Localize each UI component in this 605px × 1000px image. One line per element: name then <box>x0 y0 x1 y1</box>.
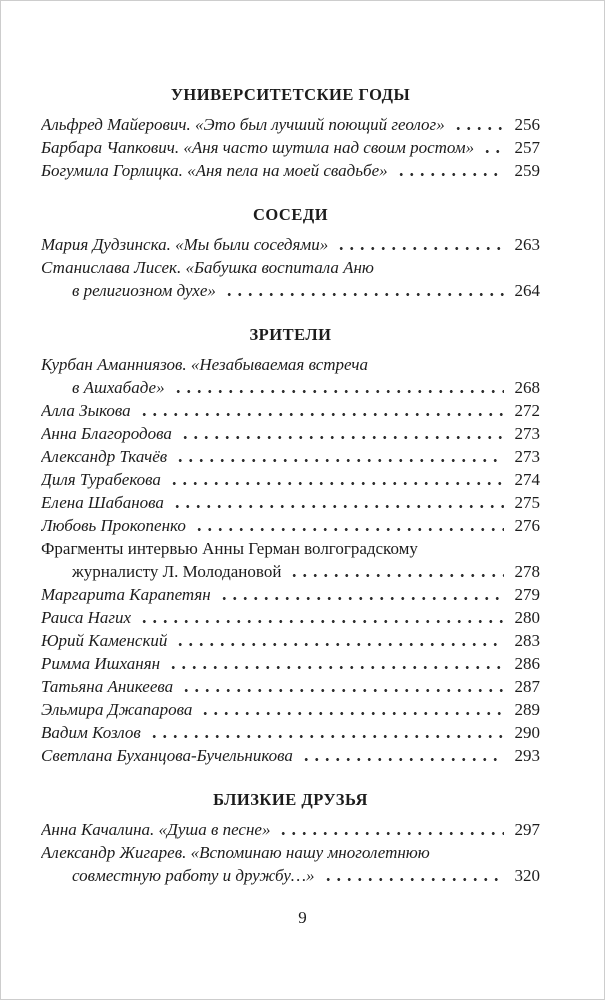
toc-entry-line <box>41 841 540 864</box>
entry-text: Эльмира Джапарова <box>41 700 193 719</box>
dot-leader <box>199 712 504 715</box>
toc-entry-line <box>41 583 540 606</box>
entry-page-number: 297 <box>514 820 540 839</box>
entry-text: Диля Турабекова <box>41 470 161 489</box>
toc-entry-line <box>41 560 540 583</box>
dot-leader <box>193 528 504 531</box>
entry-page-number: 256 <box>514 115 540 134</box>
entry-page-number: 290 <box>514 723 540 742</box>
toc-entry <box>41 841 540 887</box>
entry-text: Татьяна Аникеева <box>41 677 174 696</box>
entry-text: Барбара Чапкович. «Аня часто шутила над своим ростом» <box>41 138 475 157</box>
entry-text: Александр Ткачёв <box>41 447 168 466</box>
entry-page-number: 276 <box>514 516 540 535</box>
toc-entry <box>41 136 540 159</box>
entry-page-number: 289 <box>514 700 540 719</box>
toc-entry <box>41 353 540 399</box>
entry-page-number: 264 <box>514 281 540 300</box>
entry-page-number: 268 <box>514 378 540 397</box>
entry-text: Станислава Лисек. «Бабушка воспитала Аню <box>41 258 374 277</box>
entry-text: Анна Качалина. «Душа в песне» <box>41 820 271 839</box>
toc-entry-line <box>41 353 540 376</box>
entry-page-number: 278 <box>514 562 540 581</box>
dot-leader <box>168 482 504 485</box>
dot-leader <box>174 643 504 646</box>
toc-entry <box>41 629 540 652</box>
toc-entry-line <box>41 698 540 721</box>
entry-text: Вадим Козлов <box>41 723 141 742</box>
entry-page-number: 273 <box>514 447 540 466</box>
toc-entry-line <box>41 652 540 675</box>
page-number: 9 <box>298 908 307 927</box>
toc-entry <box>41 399 540 422</box>
entry-text: Елена Шабанова <box>41 493 164 512</box>
dot-leader <box>171 505 504 508</box>
toc-entry <box>41 652 540 675</box>
toc-entry <box>41 721 540 744</box>
dot-leader <box>300 758 504 761</box>
entry-text: в религиозном духе» <box>72 281 216 300</box>
dot-leader <box>322 878 504 881</box>
dot-leader <box>138 620 504 623</box>
toc-entry-line <box>41 445 540 468</box>
entry-page-number: 272 <box>514 401 540 420</box>
toc-entry-line <box>41 113 540 136</box>
toc-entry <box>41 744 540 767</box>
dot-leader <box>395 173 504 176</box>
entry-page-number: 259 <box>514 161 540 180</box>
toc-entry <box>41 233 540 256</box>
entry-text: Курбан Аманниязов. «Незабываемая встреча <box>41 355 368 374</box>
section-heading: СОСЕДИ <box>252 205 329 224</box>
toc-entry-line <box>41 279 540 302</box>
entry-text: Мария Дудзинска. «Мы были соседями» <box>41 235 329 254</box>
entry-text: Юрий Каменский <box>41 631 168 650</box>
dot-leader <box>452 127 504 130</box>
toc-entry-line <box>41 629 540 652</box>
entry-page-number: 257 <box>514 138 540 157</box>
toc-entry-line <box>41 744 540 767</box>
section-heading: ЗРИТЕЛИ <box>249 325 332 344</box>
toc-entry <box>41 445 540 468</box>
toc-entry-line <box>41 233 540 256</box>
toc-entry <box>41 606 540 629</box>
section-heading: БЛИЗКИЕ ДРУЗЬЯ <box>213 790 368 809</box>
toc-entry <box>41 159 540 182</box>
toc-entry <box>41 537 540 583</box>
toc-entry-line <box>41 864 540 887</box>
toc-entry <box>41 491 540 514</box>
entry-page-number: 320 <box>514 866 540 885</box>
entry-text: журналисту Л. Молодановой <box>72 562 282 581</box>
toc-entry <box>41 514 540 537</box>
entry-text: Анна Благородова <box>41 424 172 443</box>
table-of-contents <box>41 83 540 887</box>
dot-leader <box>288 574 504 577</box>
toc-entry <box>41 113 540 136</box>
toc-entry-line <box>41 606 540 629</box>
entry-text: Богумила Горлицка. «Аня пела на моей свадьбе» <box>41 161 388 180</box>
toc-entry-line <box>41 399 540 422</box>
toc-entry-line <box>41 422 540 445</box>
toc-entry <box>41 675 540 698</box>
toc-entry-line <box>41 136 540 159</box>
dot-leader <box>179 436 504 439</box>
toc-entry-line <box>41 468 540 491</box>
dot-leader <box>167 666 504 669</box>
entry-text: Римма Ишханян <box>41 654 161 673</box>
toc-entry <box>41 583 540 606</box>
entry-page-number: 283 <box>514 631 540 650</box>
entry-page-number: 263 <box>514 235 540 254</box>
entry-text: совместную работу и дружбу…» <box>72 866 315 885</box>
entry-text: Алла Зыкова <box>41 401 131 420</box>
entry-text: Маргарита Карапетян <box>41 585 211 604</box>
entry-text: в Ашхабаде» <box>72 378 165 397</box>
dot-leader <box>180 689 504 692</box>
entry-text: Любовь Прокопенко <box>41 516 186 535</box>
entry-page-number: 279 <box>514 585 540 604</box>
dot-leader <box>138 413 504 416</box>
toc-entry <box>41 698 540 721</box>
toc-entry <box>41 256 540 302</box>
entry-text: Раиса Нагих <box>41 608 132 627</box>
toc-entry <box>41 468 540 491</box>
dot-leader <box>223 293 504 296</box>
entry-page-number: 280 <box>514 608 540 627</box>
toc-entry-line <box>41 514 540 537</box>
entry-page-number: 293 <box>514 746 540 765</box>
section-heading: УНИВЕРСИТЕТСКИЕ ГОДЫ <box>170 85 411 104</box>
toc-entry-line <box>41 818 540 841</box>
entry-page-number: 274 <box>514 470 540 489</box>
entry-text: Альфред Майерович. «Это был лучший поющий геолог» <box>41 115 445 134</box>
toc-entry-line <box>41 491 540 514</box>
entry-text: Александр Жигарев. «Вспоминаю нашу многолетнюю <box>41 843 430 862</box>
dot-leader <box>277 832 504 835</box>
dot-leader <box>481 150 504 153</box>
entry-page-number: 286 <box>514 654 540 673</box>
dot-leader <box>218 597 504 600</box>
entry-page-number: 275 <box>514 493 540 512</box>
dot-leader <box>335 247 504 250</box>
entry-text: Светлана Буханцова-Бучельникова <box>41 746 293 765</box>
entry-page-number: 273 <box>514 424 540 443</box>
dot-leader <box>172 390 504 393</box>
toc-entry-line <box>41 675 540 698</box>
dot-leader <box>174 459 504 462</box>
toc-entry-line <box>41 376 540 399</box>
toc-entry-line <box>41 537 540 560</box>
toc-entry-line <box>41 159 540 182</box>
entry-text: Фрагменты интервью Анны Герман волгоградскому <box>41 539 418 558</box>
toc-entry-line <box>41 721 540 744</box>
dot-leader <box>148 735 504 738</box>
toc-entry-line <box>41 256 540 279</box>
entry-page-number: 287 <box>514 677 540 696</box>
toc-entry <box>41 818 540 841</box>
toc-entry <box>41 422 540 445</box>
